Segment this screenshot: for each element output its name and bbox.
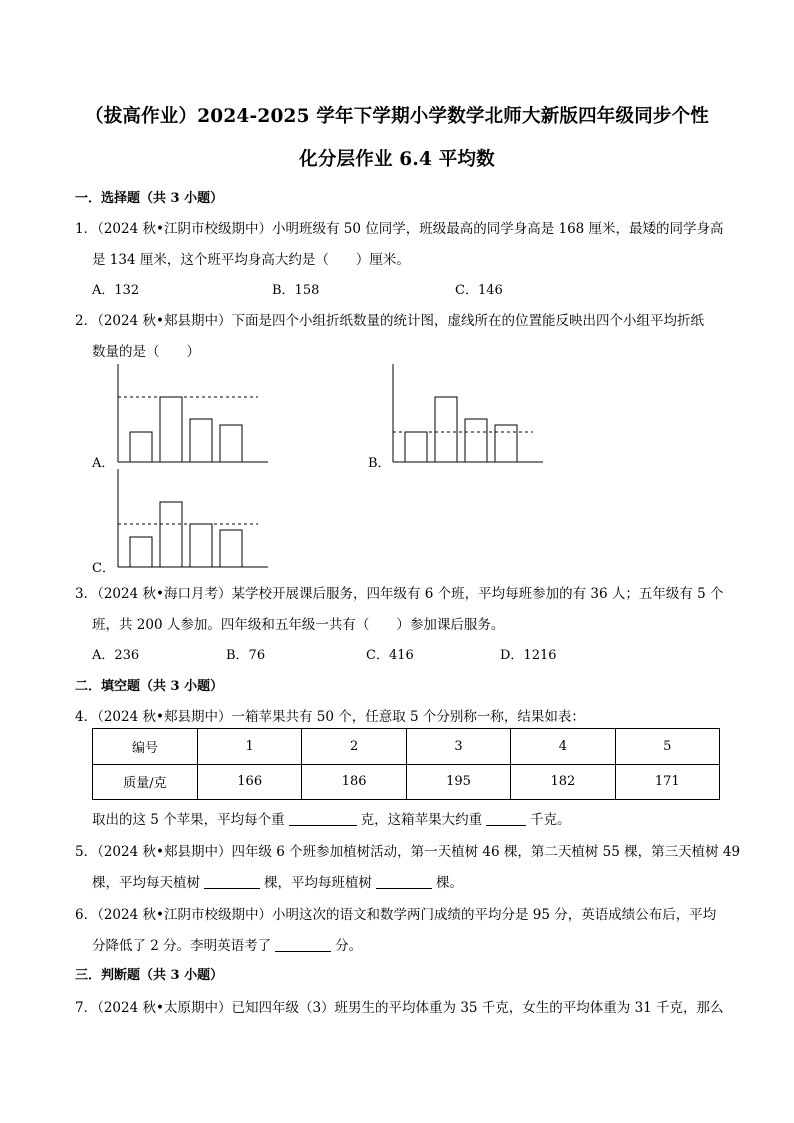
table-header-weight: 质量/克: [93, 764, 198, 800]
table-cell-id: 3: [406, 729, 510, 765]
bar-group-2: [435, 397, 457, 462]
section-choice-heading: 一．选择题（共 3 小题）: [75, 191, 224, 206]
q4-text-a: 取出的这 5 个苹果，平均每个重: [92, 812, 285, 828]
q4-text-b: 克，这箱苹果大约重: [360, 812, 483, 828]
bar-group-1: [130, 537, 152, 567]
table-cell-id: 1: [198, 729, 302, 765]
q2-line1: 2．（2024 秋•郏县期中）下面是四个小组折纸数量的统计图，虚线所在的位置能反映出四个小组平均折纸: [75, 313, 704, 329]
page-title-line2: 化分层作业 6.4 平均数: [299, 149, 495, 170]
q5-line1: 5．（2024 秋•郏县期中）四年级 6 个班参加植树活动，第一天植树 46 棵，第二天植树 55 棵，第三天植树 49: [75, 844, 741, 860]
q1-option-c: C．146: [455, 283, 503, 298]
table-row: [93, 729, 720, 765]
q2-line2: 数量的是（ ）: [92, 344, 200, 360]
q2-chart-c: [110, 467, 270, 569]
q3-line1: 3．（2024 秋•海口月考）某学校开展课后服务，四年级有 6 个班，平均每班参加的有 36 人；五年级有 5 个: [75, 586, 724, 602]
q3-line2: 班，共 200 人参加。四年级和五年级一共有（ ）参加课后服务。: [92, 617, 505, 633]
table-cell-weight: 186: [302, 764, 406, 800]
q1-option-b: B．158: [272, 283, 320, 298]
bar-group-4: [220, 425, 242, 462]
q2-chart-a: [110, 362, 270, 464]
q5-text-a: 棵，平均每天植树: [92, 875, 200, 891]
q1-line2: 是 134 厘米，这个班平均身高大约是（ ）厘米。: [92, 252, 410, 268]
table-header-id: 编号: [93, 729, 198, 765]
bar-group-1: [405, 432, 427, 462]
q3-option-d: D．1216: [500, 648, 557, 663]
bar-group-4: [495, 425, 517, 462]
q2-option-b-label: B．: [368, 456, 391, 471]
q4-line1: 4．（2024 秋•郏县期中）一箱苹果共有 50 个，任意取 5 个分别称一称，结果如表：: [75, 709, 585, 725]
q6-text-a: 分降低了 2 分。李明英语考了: [92, 938, 272, 954]
q2-option-a-label: A．: [92, 456, 115, 471]
bar-group-3: [465, 419, 487, 462]
q5-blank-class[interactable]: [376, 874, 432, 889]
bar-group-3: [190, 419, 212, 462]
table-cell-weight: 195: [406, 764, 510, 800]
q2-chart-b: [385, 362, 545, 464]
q4-answer-line: [92, 808, 571, 828]
q6-line1: 6．（2024 秋•江阴市校级期中）小明这次的语文和数学两门成绩的平均分是 95 分，英语成绩公布后，平均: [75, 907, 717, 923]
table-cell-weight: 182: [511, 764, 615, 800]
table-cell-id: 5: [615, 729, 719, 765]
table-cell-weight: 171: [615, 764, 719, 800]
bar-group-4: [220, 530, 242, 567]
q3-option-c: C．416: [366, 648, 414, 663]
q5-line2: [92, 871, 463, 891]
bar-group-2: [160, 502, 182, 567]
q5-blank-daily[interactable]: [204, 874, 260, 889]
q6-blank-english[interactable]: [275, 937, 331, 952]
q4-blank-average[interactable]: [289, 811, 357, 826]
q3-option-a: A．236: [92, 648, 140, 663]
bar-group-1: [130, 432, 152, 462]
q5-text-b: 棵，平均每班植树: [264, 875, 372, 891]
table-row: [93, 764, 720, 800]
q4-text-c: 千克。: [530, 812, 571, 828]
q1-option-a: A．132: [92, 283, 140, 298]
section-fill-heading: 二．填空题（共 3 小题）: [75, 679, 224, 694]
table-cell-id: 2: [302, 729, 406, 765]
bar-group-3: [190, 524, 212, 567]
section-judge-heading: 三．判断题（共 3 小题）: [75, 968, 224, 983]
q4-blank-total[interactable]: [486, 811, 526, 826]
q2-option-c-label: C．: [92, 561, 115, 576]
q6-line2: [92, 934, 362, 954]
bar-group-2: [160, 397, 182, 462]
q1-line1: 1．（2024 秋•江阴市校级期中）小明班级有 50 位同学，班级最高的同学身高是 168 厘米，最矮的同学身高: [75, 221, 724, 237]
q3-option-b: B．76: [226, 648, 266, 663]
q5-text-c: 棵。: [436, 875, 463, 891]
q7-line1: 7．（2024 秋•太原期中）已知四年级（3）班男生的平均体重为 35 千克，女生的平均体重为 31 千克，那么: [75, 1000, 724, 1016]
page-title-line1: （拔高作业）2024-2025 学年下学期小学数学北师大新版四年级同步个性: [85, 106, 709, 127]
q4-apple-table: [92, 728, 720, 800]
table-cell-weight: 166: [198, 764, 302, 800]
table-cell-id: 4: [511, 729, 615, 765]
q6-text-b: 分。: [335, 938, 363, 954]
